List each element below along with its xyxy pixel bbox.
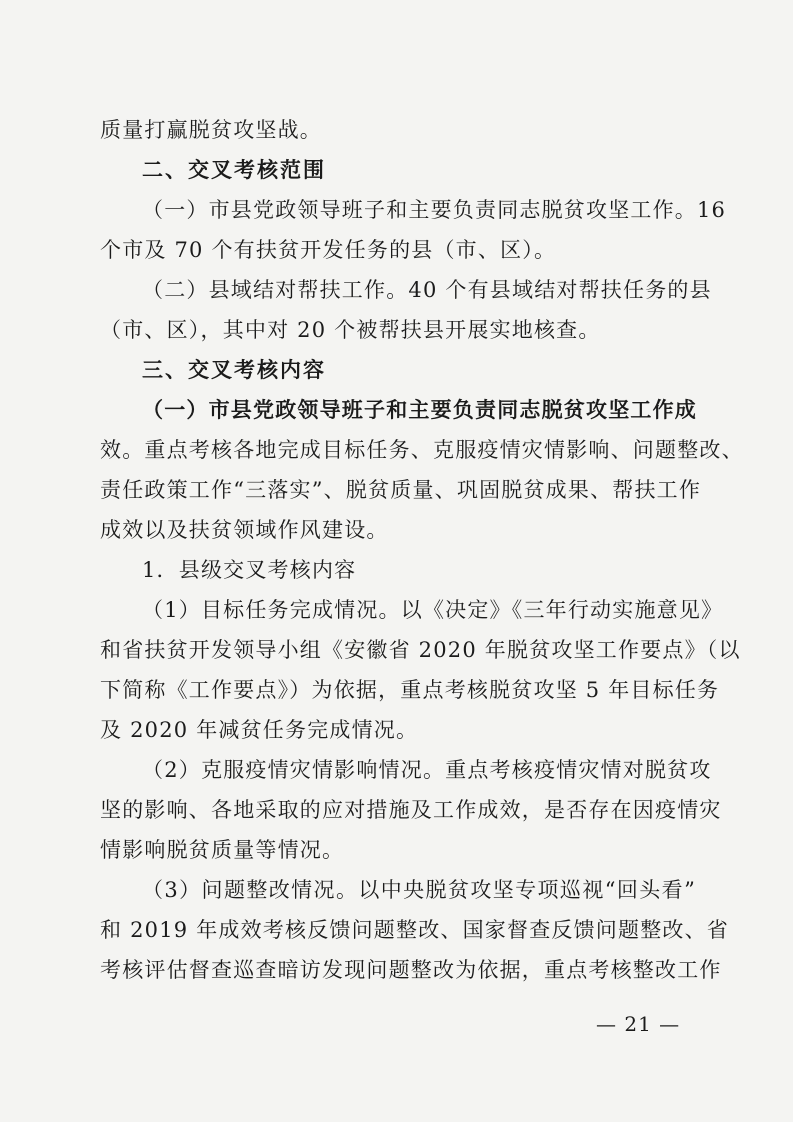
paragraph-line: 情影响脱贫质量等情况。: [100, 838, 345, 862]
list-heading: 1．县级交叉考核内容: [142, 558, 357, 582]
paragraph-line: 质量打赢脱贫攻坚战。: [100, 118, 322, 142]
paragraph-line: 责任政策工作“三落实”、脱贫质量、巩固脱贫成果、帮扶工作: [100, 478, 702, 502]
section-heading: 二、交叉考核范围: [142, 158, 326, 182]
paragraph-line: 成效以及扶贫领域作风建设。: [100, 518, 389, 542]
subsection-heading: （一）市县党政领导班子和主要负责同志脱贫攻坚工作成: [142, 398, 697, 422]
paragraph-line: 坚的影响、各地采取的应对措施及工作成效，是否存在因疫情灾: [100, 798, 722, 822]
paragraph-line: 和 2019 年成效考核反馈问题整改、国家督查反馈问题整改、省: [100, 918, 729, 942]
paragraph-line: 和省扶贫开发领导小组《安徽省 2020 年脱贫攻坚工作要点》（以: [100, 638, 741, 662]
paragraph-line: 考核评估督查巡查暗访发现问题整改为依据，重点考核整改工作: [100, 958, 722, 982]
page-number: — 21 —: [596, 1012, 681, 1036]
paragraph-line: 及 2020 年减贫任务完成情况。: [100, 718, 419, 742]
paragraph-line: （市、区），其中对 20 个被帮扶县开展实地核查。: [100, 318, 601, 342]
paragraph-line: （二）县域结对帮扶工作。40 个有县域结对帮扶任务的县: [142, 278, 712, 302]
paragraph-line: （一）市县党政领导班子和主要负责同志脱贫攻坚工作。16: [142, 198, 727, 222]
paragraph-line: 个市及 70 个有扶贫开发任务的县（市、区）。: [100, 238, 557, 262]
paragraph-line: 下简称《工作要点》）为依据，重点考核脱贫攻坚 5 年目标任务: [100, 678, 720, 702]
paragraph-line: （2）克服疫情灾情影响情况。重点考核疫情灾情对脱贫攻: [142, 758, 712, 782]
paragraph-line: （3）问题整改情况。以中央脱贫攻坚专项巡视“回头看”: [142, 878, 696, 902]
section-heading: 三、交叉考核内容: [142, 358, 326, 382]
paragraph-line: （1）目标任务完成情况。以《决定》《三年行动实施意见》: [142, 598, 724, 622]
paragraph-line: 效。重点考核各地完成目标任务、克服疫情灾情影响、问题整改、: [100, 438, 744, 462]
